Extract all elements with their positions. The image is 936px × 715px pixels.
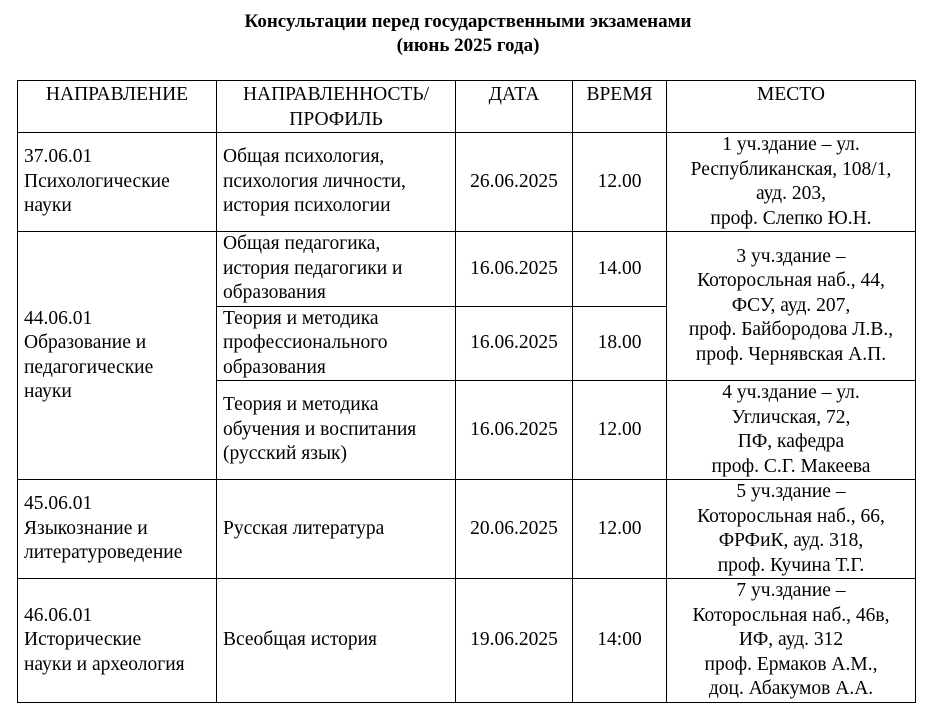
date-cell: 26.06.2025 <box>456 133 573 232</box>
header-profile-line-1: НАПРАВЛЕННОСТЬ/ <box>242 84 430 105</box>
table-row <box>18 232 916 307</box>
table-header-row <box>18 81 916 133</box>
header-place: МЕСТО <box>667 81 916 133</box>
time-cell: 12.00 <box>573 480 667 579</box>
profile-line: история педагогики и <box>223 257 403 279</box>
profile-cell <box>217 232 456 307</box>
direction-cell <box>18 133 217 232</box>
table-row <box>18 480 916 579</box>
place-cell <box>667 480 916 579</box>
direction-name-line: Языкознание и <box>24 517 148 539</box>
place-line: проф. Ермаков А.М., <box>704 653 878 675</box>
direction-name-line: Исторические <box>24 629 142 650</box>
profile-cell <box>217 133 456 232</box>
direction-code: 45.06.01 <box>24 493 93 515</box>
place-line: проф. Байбородова Л.В., <box>688 319 894 341</box>
place-line: проф. Слепко Ю.Н. <box>710 207 872 229</box>
profile-line: (русский язык) <box>223 443 348 465</box>
date-cell: 16.06.2025 <box>456 381 573 480</box>
time-cell: 18.00 <box>573 306 667 381</box>
time-cell: 14.00 <box>573 232 667 307</box>
direction-cell <box>18 232 217 480</box>
place-line: доц. Абакумов А.А. <box>708 678 874 699</box>
profile-line: психология личности, <box>223 170 406 192</box>
place-line: 5 уч.здание – <box>736 481 846 502</box>
place-line: 1 уч.здание – ул. <box>722 134 860 155</box>
place-line: 7 уч.здание – <box>736 580 846 601</box>
place-line: ПФ, кафедра <box>737 431 845 452</box>
table-row <box>18 133 916 232</box>
place-line: Которосльная наб., 66, <box>697 505 885 527</box>
title-line-1: Консультации перед государственными экзаменами <box>244 11 692 32</box>
header-date: ДАТА <box>456 81 573 133</box>
direction-name-line: педагогические <box>24 356 154 378</box>
direction-name-line: науки и археология <box>24 653 185 675</box>
place-cell <box>667 133 916 232</box>
time-cell: 12.00 <box>573 381 667 480</box>
profile-line: образования <box>223 356 326 378</box>
profile-line: Всеобщая история <box>223 629 378 650</box>
place-line: ауд. 203, <box>756 183 826 204</box>
place-cell <box>667 579 916 703</box>
table-row <box>18 579 916 703</box>
date-cell: 16.06.2025 <box>456 232 573 307</box>
place-line: проф. Кучина Т.Г. <box>717 554 865 576</box>
place-line: Республиканская, 108/1, <box>690 158 892 180</box>
profile-line: Теория и методика <box>223 394 379 416</box>
profile-line: образования <box>223 282 326 303</box>
header-profile <box>217 81 456 133</box>
profile-line: Общая педагогика, <box>223 233 381 254</box>
profile-line: Русская литература <box>223 517 385 539</box>
place-line: проф. Чернявская А.П. <box>695 343 887 365</box>
date-cell: 16.06.2025 <box>456 306 573 381</box>
place-line: 4 уч.здание – ул. <box>722 382 860 403</box>
date-cell: 19.06.2025 <box>456 579 573 703</box>
place-line: ИФ, ауд. 312 <box>738 629 844 650</box>
profile-line: история психологии <box>223 195 391 217</box>
profile-line: профессионального <box>223 332 388 353</box>
place-line: 3 уч.здание – <box>736 245 846 267</box>
header-direction: НАПРАВЛЕНИЕ <box>18 81 217 133</box>
consultation-schedule-table <box>17 80 916 703</box>
time-cell: 14:00 <box>573 579 667 703</box>
place-line: ФСУ, ауд. 207, <box>731 294 851 316</box>
direction-name-line: Психологические <box>24 170 170 192</box>
header-time: ВРЕМЯ <box>573 81 667 133</box>
place-line: Угличская, 72, <box>731 406 851 428</box>
direction-code: 37.06.01 <box>24 146 93 168</box>
header-profile-line-2: ПРОФИЛЬ <box>289 108 383 130</box>
profile-cell <box>217 306 456 381</box>
direction-name-line: Образование и <box>24 332 147 353</box>
profile-line: Теория и методика <box>223 307 379 329</box>
profile-line: Общая психология, <box>223 146 385 168</box>
direction-cell <box>18 480 217 579</box>
place-line: Которосльная наб., 46в, <box>692 604 890 626</box>
profile-cell <box>217 480 456 579</box>
direction-name-line: литературоведение <box>24 542 183 564</box>
place-line: проф. С.Г. Макеева <box>711 455 871 477</box>
direction-name-line: науки <box>24 381 72 402</box>
place-cell <box>667 381 916 480</box>
title-line-2: (июнь 2025 года) <box>396 35 540 56</box>
profile-line: обучения и воспитания <box>223 418 417 440</box>
place-line: ФРФиК, ауд. 318, <box>718 530 864 551</box>
place-cell <box>667 232 916 381</box>
date-cell: 20.06.2025 <box>456 480 573 579</box>
direction-name-line: науки <box>24 195 72 217</box>
place-line: Которосльная наб., 44, <box>697 270 885 292</box>
document-title <box>0 10 936 58</box>
direction-code: 46.06.01 <box>24 604 93 626</box>
profile-cell <box>217 579 456 703</box>
direction-code: 44.06.01 <box>24 307 93 329</box>
direction-cell <box>18 579 217 703</box>
time-cell: 12.00 <box>573 133 667 232</box>
profile-cell <box>217 381 456 480</box>
